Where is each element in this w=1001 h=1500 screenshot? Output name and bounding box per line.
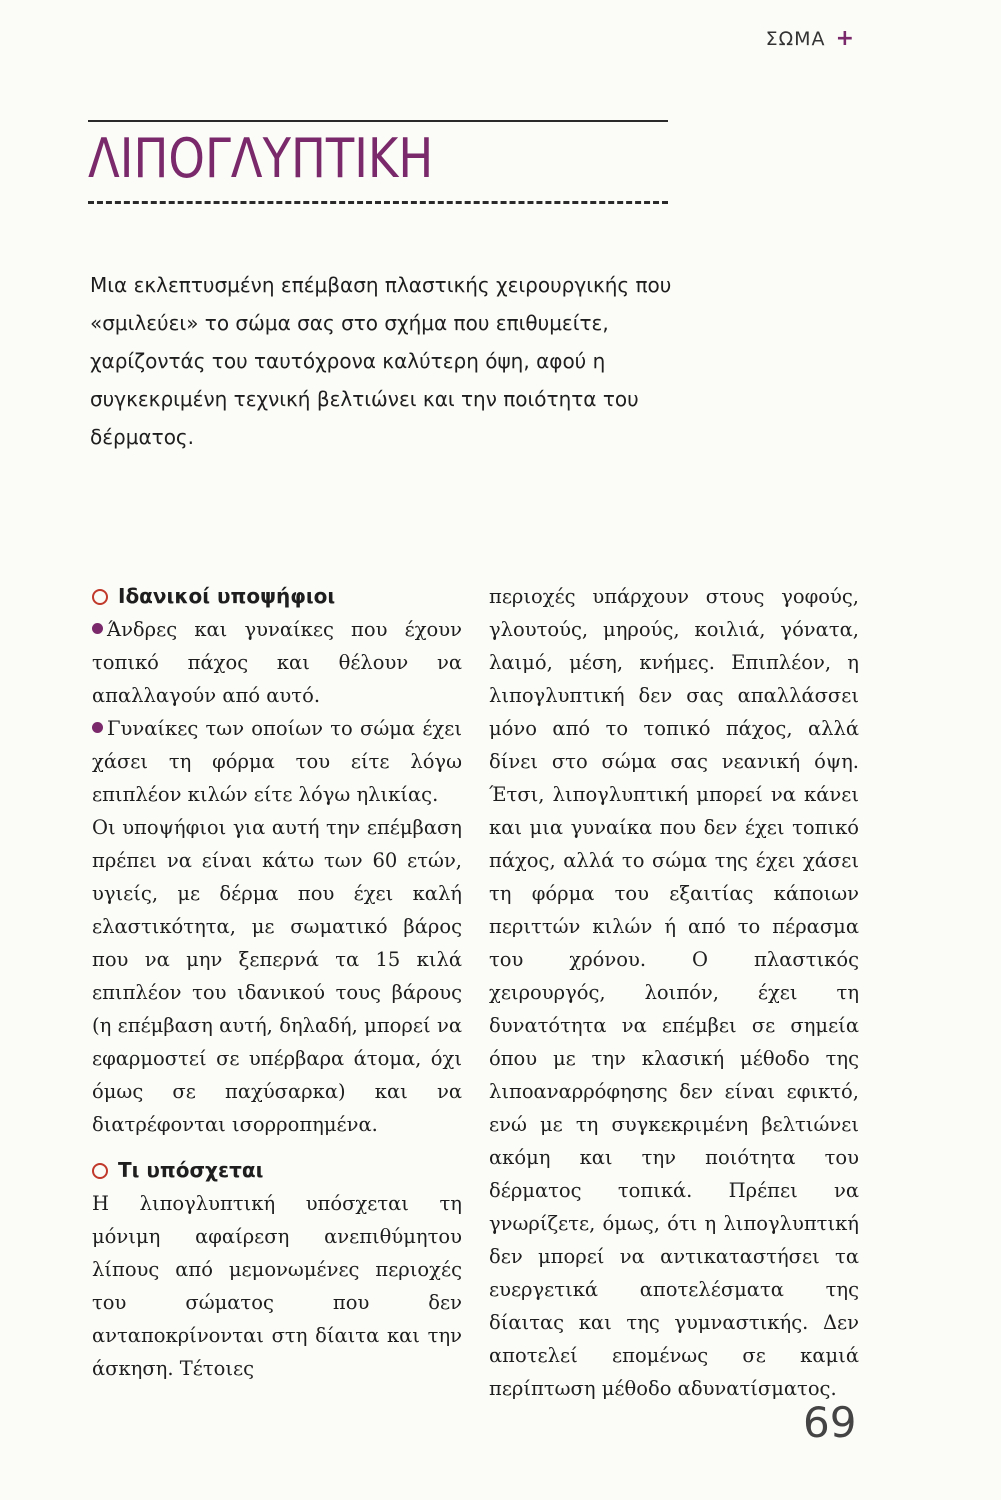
promise-paragraph-start: Η λιπογλυπτική υπόσχεται τη μόνιμη αφαίρεση ανεπιθύμητου λίπους από μεμονωμένες περιοχές του σώματος που δεν ανταποκρίνονται στη δίαιτα και την άσκηση. Τέτοιες xyxy=(92,1192,462,1380)
left-column xyxy=(92,580,462,1385)
title-top-rule xyxy=(88,120,668,122)
bullet-text: Γυναίκες των οποίων το σώμα έχει χάσει τη φόρμα του είτε λόγω επιπλέον κιλών είτε λόγω ηλικίας. xyxy=(92,717,462,806)
section-label: ΣΩΜΑ xyxy=(765,28,826,50)
dot-bullet-icon xyxy=(92,722,103,733)
article-intro: Μια εκλεπτυσμένη επέμβαση πλαστικής χειρουργικής που «σμιλεύει» το σώμα σας στο σχήμα που επιθυμείτε, χαρίζοντάς του ταυτόχρονα καλύτερη όψη, αφού η συγκεκριμένη τεχνική βελτιώνει και την ποιότητα του δέρματος. xyxy=(90,273,672,449)
candidates-heading-text: Ιδανικοί υποψήφιοι xyxy=(118,584,336,608)
candidates-paragraph: Οι υποψήφιοι για αυτή την επέμβαση πρέπει να είναι κάτω των 60 ετών, υγιείς, με δέρμα που έχει καλή ελαστικότητα, με σωματικό βάρος που να μην ξεπερνά τα 15 κιλά επιπλέον του ιδανικού τους βάρους (η επέμβαση αυτή, δηλαδή, μπορεί να εφαρμοστεί σε υπέρβαρα άτομα, όχι όμως σε παχύσαρκα) και να διατρέφονται ισορροπημένα. xyxy=(92,816,462,1136)
right-column xyxy=(489,580,859,1405)
list-item xyxy=(92,613,462,712)
promise-heading-text: Τι υπόσχεται xyxy=(118,1158,264,1182)
candidates-heading xyxy=(92,580,462,613)
list-item xyxy=(92,712,462,811)
plus-icon: + xyxy=(835,26,855,51)
section-header xyxy=(766,26,855,51)
title-dashed-rule xyxy=(88,201,668,204)
promise-paragraph-continued: περιοχές υπάρχουν στους γοφούς, γλουτούς, μηρούς, κοιλιά, γόνατα, λαιμό, μέση, κνήμες. Επιπλέον, η λιπογλυπτική δεν σας απαλλάσσει μόνο από το τοπικό πάχος, αλλά δίνει στο σώμα σας νεανική όψη. Έτσι, λιπογλυπτική μπορεί να κάνει και μια γυναίκα που δεν έχει τοπικό πάχος, αλλά το σώμα της έχει χάσει τη φόρμα του εξαιτίας κάποιων περιττών κιλών ή από το πέρασμα του χρόνου. Ο πλαστικός χειρουργός, λοιπόν, έχει τη δυνατότητα να επέμβει σε σημεία όπου με την κλασική μέθοδο της λιποαναρρόφησης δεν είναι εφικτό, ενώ με τη συγκεκριμένη βελτιώνει ακόμη και την ποιότητα του δέρματος τοπικά. Πρέπει να γνωρίζετε, όμως, ότι η λιπογλυπτική δεν μπορεί να αντικαταστήσει τα ευεργετικά αποτελέσματα της δίαιτας και της γυμναστικής. Δεν αποτελεί επομένως σε καμιά περίπτωση μέθοδο αδυνατίσματος. xyxy=(489,585,859,1400)
promise-heading xyxy=(92,1154,462,1187)
circle-bullet-icon xyxy=(92,1163,108,1179)
page-number: 69 xyxy=(803,1398,857,1447)
dot-bullet-icon xyxy=(92,623,103,634)
article-title: ΛΙΠΟΓΛΥΠΤΙΚΗ xyxy=(88,127,434,190)
bullet-text: Άνδρες και γυναίκες που έχουν τοπικό πάχος και θέλουν να απαλλαγούν από αυτό. xyxy=(92,618,462,707)
circle-bullet-icon xyxy=(92,589,108,605)
